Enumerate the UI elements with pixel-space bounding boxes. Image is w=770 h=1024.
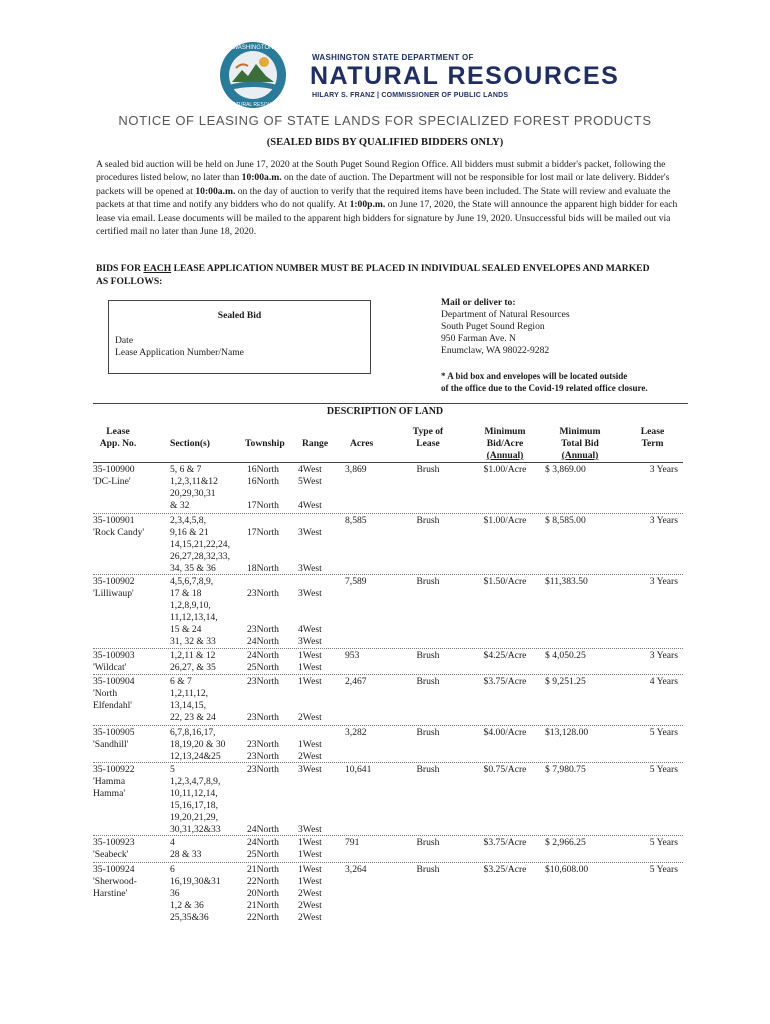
row-separator: [93, 725, 683, 726]
cell-min-bid: $3.25/Acre: [483, 864, 527, 875]
row-separator: [93, 835, 683, 836]
cell-township: 17North 18North: [247, 527, 279, 574]
cell-township: 23North 23North: [247, 739, 279, 762]
cell-range: 1West 1West: [298, 650, 322, 673]
seal-text-bottom: OF NATURAL RESOURCES: [220, 102, 286, 108]
cell-min-total: $ 7,980.75: [545, 764, 586, 775]
cell-sections: 5 1,2,3,4,7,8,9, 10,11,12,14, 15,16,17,18, 19,20,21,29, 30,31,32&33: [170, 764, 221, 835]
cell-type: Brush: [416, 650, 440, 661]
cell-type: Brush: [416, 764, 440, 775]
cell-sections: 2,3,4,5,8, 9,16 & 21 14,15,21,22,24, 26,27,28,32,33, 34, 35 & 36: [170, 515, 230, 574]
cell-term: 5 Years: [649, 727, 678, 738]
header-range: Range: [302, 438, 329, 449]
header-acres: Acres: [350, 438, 374, 449]
cell-term: 3 Years: [649, 650, 678, 661]
seal-text-top: WASHINGTON: [232, 45, 274, 51]
cell-min-total: $10,608.00: [545, 864, 589, 875]
cell-app-no: 35-100903 'Wildcat': [93, 650, 135, 673]
cell-sections: 6 16,19,30&31 36 1,2 & 36 25,35&36: [170, 864, 221, 923]
dept-small-title: WASHINGTON STATE DEPARTMENT OF: [312, 53, 474, 62]
cell-app-no: 35-100902 'Lilliwaup': [93, 576, 135, 599]
cell-sections: 4 28 & 33: [170, 837, 202, 860]
cell-min-total: $ 4,050.25: [545, 650, 586, 661]
row-separator: [93, 862, 683, 863]
cell-range: 1West 2West: [298, 739, 322, 762]
cell-app-no: 35-100905 'Sandhill': [93, 727, 135, 750]
cell-term: 5 Years: [649, 764, 678, 775]
cell-range: 4West 5West 4West: [298, 464, 322, 511]
cell-term: 4 Years: [649, 676, 678, 687]
cell-term: 5 Years: [649, 837, 678, 848]
row-separator: [93, 762, 683, 763]
cell-type: Brush: [416, 464, 440, 475]
divider-top: [93, 403, 688, 404]
cell-term: 5 Years: [649, 864, 678, 875]
dept-big-title: NATURAL RESOURCES: [310, 62, 620, 90]
cell-range: 3West 4West 3West: [298, 588, 322, 647]
cell-township: 23North 23North: [247, 676, 279, 723]
covid-note: [441, 370, 731, 394]
cell-township: 23North 24North: [247, 764, 279, 835]
mail-line-1: Department of Natural Resources: [441, 309, 570, 320]
cell-township: 24North 25North: [247, 837, 279, 860]
cell-acres: 8,585: [345, 515, 367, 526]
cell-acres: 3,869: [345, 464, 367, 475]
cell-min-total: $ 9,251.25: [545, 676, 586, 687]
cell-township: 16North 16North 17North: [247, 464, 279, 511]
cell-app-no: 35-100900 'DC-Line': [93, 464, 135, 487]
intro-paragraph: A sealed bid auction will be held on June 17, 2020 at the South Puget Sound Region Office. All bidders must submit a bidder's packet, following the procedures listed below, no later than 10:00a.m. on the date of auction. The Department will not be responsible for lost mail or late delivery. Bidder's packets will be opened at 10:00a.m. on the day of auction to verify that the required items have been included. The State will review and evaluate the packets at that time and notify any bidders who do not qualify. At 1:00p.m. on June 17, 2020, the State will announce the apparent high bidder for each lease via email. Lease documents will be mailed to the apparent high bidders for signature by June 19, 2020. Unsuccessful bids will be mailed out via certified mail no later than June 18, 2020.: [96, 159, 678, 238]
cell-term: 3 Years: [649, 576, 678, 587]
bids-instruction: BIDS FOR EACH LEASE APPLICATION NUMBER MUST BE PLACED IN INDIVIDUAL SEALED ENVELOPES AND MARKED AS FOLLOWS:: [96, 263, 650, 288]
cell-min-total: $ 2,966.25: [545, 837, 586, 848]
note-line-1: * A bid box and envelopes will be located outside: [441, 371, 628, 381]
cell-min-bid: $4.25/Acre: [483, 650, 527, 661]
cell-sections: 4,5,6,7,8,9, 17 & 18 1,2,8,9,10, 11,12,13,14, 15 & 24 31, 32 & 33: [170, 576, 218, 647]
mail-line-4: Enumclaw, WA 98022-9282: [441, 345, 550, 356]
cell-min-total: $11,383.50: [545, 576, 588, 587]
cell-app-no: 35-100901 'Rock Candy': [93, 515, 145, 538]
header-sections: Section(s): [170, 438, 210, 449]
cell-range: 1West 2West: [298, 676, 322, 723]
description-title: DESCRIPTION OF LAND: [326, 406, 444, 417]
mail-line-2: South Puget Sound Region: [441, 321, 545, 332]
cell-sections: 6,7,8,16,17, 18,19,20 & 30 12,13,24&25: [170, 727, 226, 762]
cell-acres: 2,467: [345, 676, 367, 687]
cell-min-bid: $0.75/Acre: [483, 764, 527, 775]
row-separator: [93, 674, 683, 675]
sealed-bid-box: [108, 300, 371, 374]
cell-range: 1West 1West: [298, 837, 322, 860]
cell-township: 24North 25North: [247, 650, 279, 673]
cell-range: 1West 1West 2West 2West 2West: [298, 864, 322, 923]
cell-min-bid: $4.00/Acre: [483, 727, 527, 738]
header-term: Lease Term: [640, 426, 665, 449]
cell-term: 3 Years: [649, 464, 678, 475]
cell-acres: 3,282: [345, 727, 367, 738]
header-township: Township: [245, 438, 285, 449]
cell-sections: 6 & 7 1,2,11,12, 13,14,15, 22, 23 & 24: [170, 676, 216, 723]
dnr-header: [212, 40, 620, 110]
cell-type: Brush: [416, 515, 440, 526]
cell-app-no: 35-100924 'Sherwood- Harstine': [93, 864, 137, 899]
mail-address-block: [441, 297, 701, 357]
cell-min-total: $ 3,869.00: [545, 464, 586, 475]
mail-title: Mail or deliver to:: [441, 297, 516, 308]
cell-term: 3 Years: [649, 515, 678, 526]
cell-township: 21North 22North 20North 21North 22North: [247, 864, 279, 923]
cell-min-total: $ 8,585.00: [545, 515, 586, 526]
header-min-bid: Minimum Bid/Acre (Annual): [484, 426, 526, 461]
cell-min-total: $13,128.00: [545, 727, 589, 738]
cell-app-no: 35-100923 'Seabeck': [93, 837, 135, 860]
sealed-subtitle: (SEALED BIDS BY QUALIFIED BIDDERS ONLY): [266, 137, 504, 148]
cell-acres: 3,264: [345, 864, 367, 875]
cell-min-bid: $1.00/Acre: [483, 515, 527, 526]
cell-type: Brush: [416, 576, 440, 587]
dnr-seal-logo: [212, 40, 294, 110]
cell-app-no: 35-100922 'Hamma Hamma': [93, 764, 135, 799]
cell-type: Brush: [416, 864, 440, 875]
cell-range: 3West 3West: [298, 764, 322, 835]
cell-type: Brush: [416, 727, 440, 738]
row-separator: [93, 513, 683, 514]
cell-acres: 953: [345, 650, 360, 661]
row-separator: [93, 574, 683, 575]
cell-sections: 1,2,11 & 12 26,27, & 35: [170, 650, 216, 673]
cell-min-bid: $3.75/Acre: [483, 676, 527, 687]
cell-sections: 5, 6 & 7 1,2,3,11&12 20,29,30,31 & 32: [170, 464, 218, 511]
cell-app-no: 35-100904 'North Elfendahl': [93, 676, 135, 711]
header-type: Type of Lease: [412, 426, 444, 449]
cell-range: 3West 3West: [298, 527, 322, 574]
cell-type: Brush: [416, 676, 440, 687]
cell-acres: 7,589: [345, 576, 367, 587]
header-lease-app: Lease App. No.: [99, 426, 137, 449]
note-line-2: of the office due to the Covid-19 related office closure.: [441, 383, 648, 393]
cell-acres: 10,641: [345, 764, 372, 775]
cell-type: Brush: [416, 837, 440, 848]
cell-min-bid: $3.75/Acre: [483, 837, 527, 848]
notice-title: NOTICE OF LEASING OF STATE LANDS FOR SPECIALIZED FOREST PRODUCTS: [118, 113, 652, 128]
cell-min-bid: $1.00/Acre: [483, 464, 527, 475]
row-separator: [93, 648, 683, 649]
cell-township: 23North 23North 24North: [247, 588, 279, 647]
sealed-bid-title: Sealed Bid: [217, 310, 262, 321]
commissioner-line: HILARY S. FRANZ | COMMISSIONER OF PUBLIC LANDS: [312, 92, 509, 99]
cell-min-bid: $1.50/Acre: [483, 576, 527, 587]
cell-acres: 791: [345, 837, 360, 848]
sealed-bid-date: Date: [115, 335, 134, 346]
mail-line-3: 950 Farman Ave. N: [441, 333, 516, 344]
sealed-bid-lease-line: Lease Application Number/Name: [115, 347, 244, 358]
header-rule: [93, 462, 683, 463]
header-min-total: Minimum Total Bid (Annual): [559, 426, 601, 461]
